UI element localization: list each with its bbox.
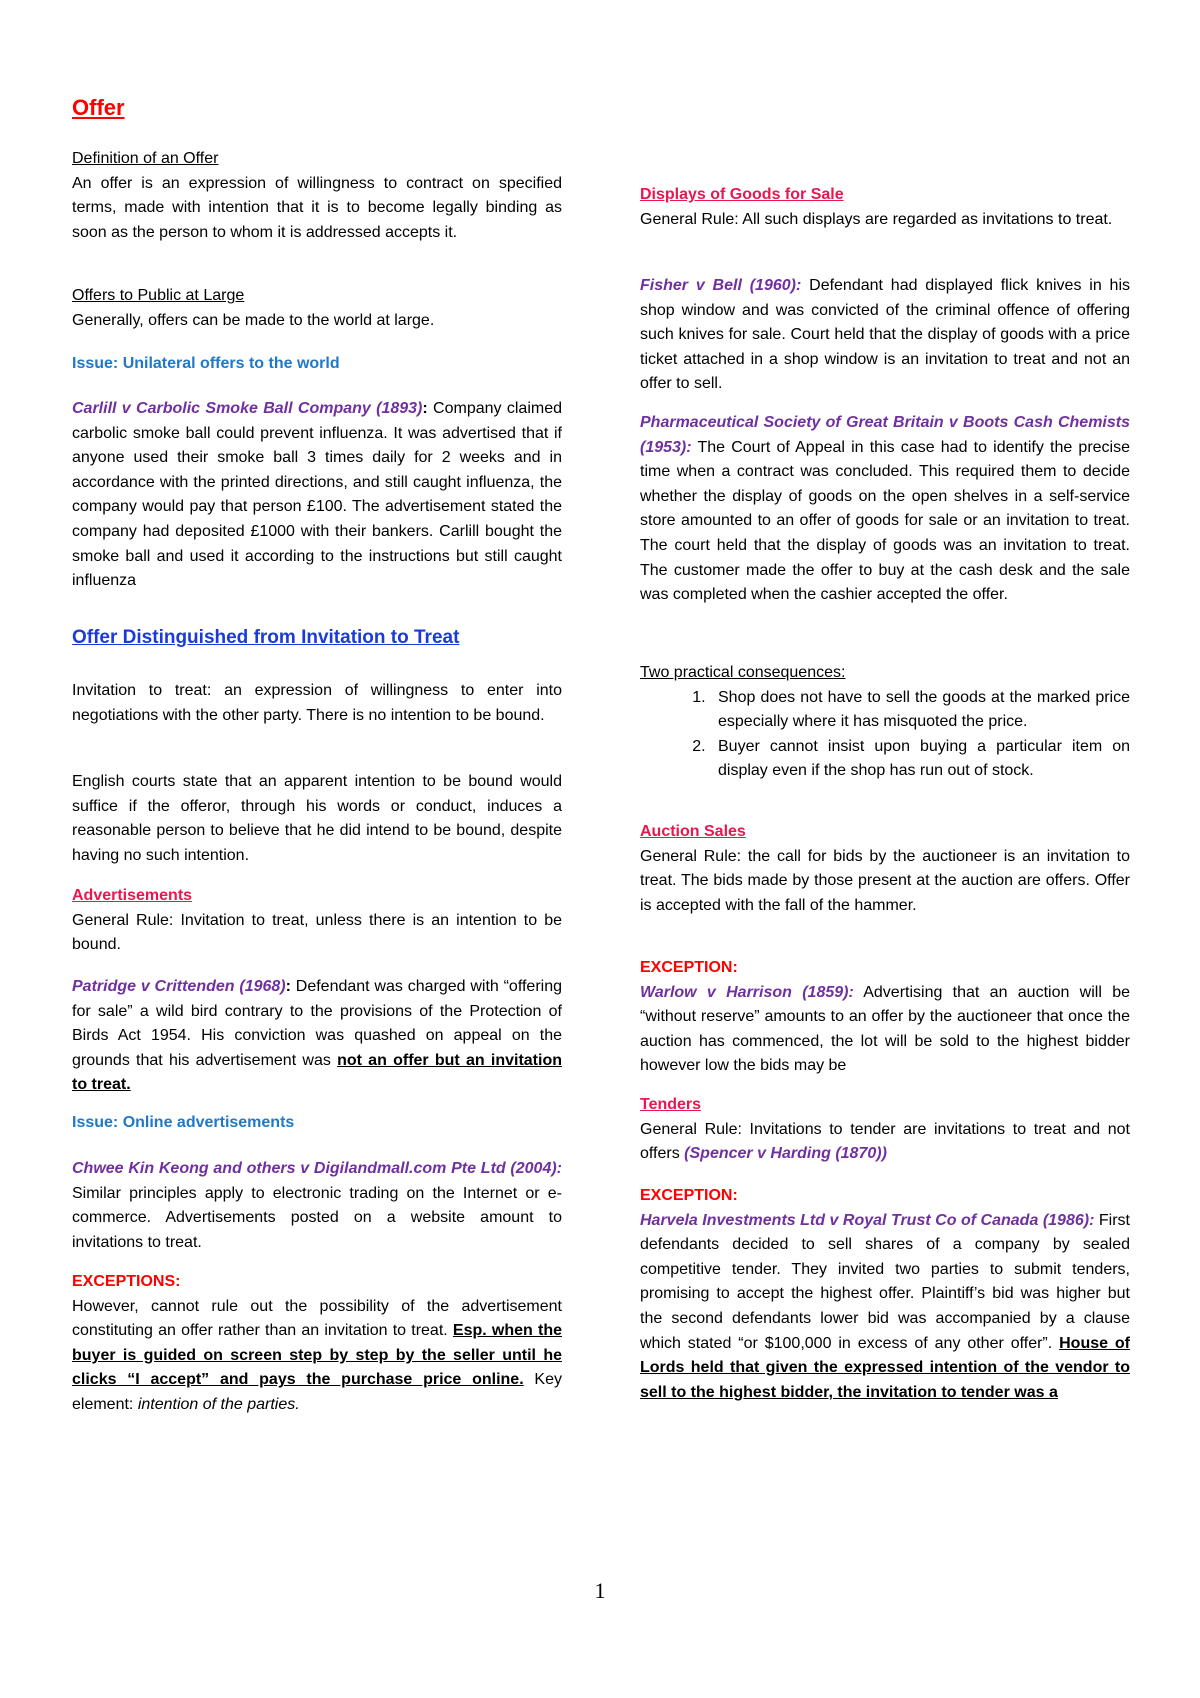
advertisements-heading: Advertisements [72,887,193,904]
section-heading: Offer Distinguished from Invitation to Treat [72,627,460,648]
page-title: Offer [72,95,125,120]
warlow-paragraph: Warlow v Harrison (1859): Advertising that an auction will be “without reserve” amounts to an offer by the auctioneer that once the auction has commenced, the lot will be sold to the highest bidder however low the bids may be [640,983,1130,1075]
case-name: Fisher v Bell (1960): [640,277,802,294]
fisher-paragraph: Fisher v Bell (1960): Defendant had displayed flick knives in his shop window and was convicted of the criminal offence of offering such knives for sale. Court held that the display of goods with a price ticket attached in a shop window is an invitation to treat and not an offer to sell. [640,277,1131,393]
harvela-paragraph: Harvela Investments Ltd v Royal Trust Co of Canada (1986): First defendants decided to sell shares of a company by sealed competitive tender. They invited two parties to submit tenders, promising to accept the highest offer. Plaintiff’s bid was higher but the second defendants lower bid was accompanied by a clause which stated “or $100,000 in excess of any other offer”. House of Lords held that given the expressed intention of the vendor to sell to the highest bidder, the invitation to tender was a [640,1211,1131,1401]
exceptions-label: EXCEPTIONS: [72,1273,181,1290]
exception-label: EXCEPTION: [640,959,738,976]
displays-heading: Displays of Goods for Sale [640,186,844,203]
case-name: Chwee Kin Keong and others v Digilandmall.com Pte Ltd (2004): [72,1160,562,1177]
case-name: Pharmaceutical Society of Great Britain v Boots Cash Chemists (1953): [640,414,1130,456]
public-heading: Offers to Public at Large [72,287,245,304]
page-number: 1 [594,1578,606,1603]
definition-heading: Definition of an Offer [72,150,219,167]
consequences-list [640,686,1130,784]
list-item: 1. Shop does not have to sell the goods at the marked price especially where it has misquoted the price. [710,686,1130,735]
consequences-heading: Two practical consequences: [640,664,846,681]
issue-online: Issue: Online advertisements [72,1114,295,1131]
carlill-paragraph: Carlill v Carbolic Smoke Ball Company (1893): Company claimed carbolic smoke ball could prevent influenza. It was advertised that if anyone used their smoke ball 3 times daily for 2 weeks and in accordance with the printed directions, and still caught influenza, the company would pay that person £100. The advertisement stated the company had deposited £1000 with their bankers. Carlill bought the smoke ball and used it according to the instructions but still caught influenza [72,400,562,590]
list-item: 2. Buyer cannot insist upon buying a particular item on display even if the shop has run out of stock. [710,735,1130,784]
tenders-rule: General Rule: Invitations to tender are invitations to treat and not offers (Spencer v Harding (1870)) [640,1120,1130,1163]
partridge-paragraph: Patridge v Crittenden (1968): Defendant was charged with “offering for sale” a wild bird contrary to the provisions of the Protection of Birds Act 1954. His conviction was quashed on appeal on the grounds that his advertisement was not an offer but an invitation to treat. [72,978,563,1094]
definition-text: An offer is an expression of willingness to contract on specified terms, made with intention that it is to become legally binding as soon as the person to whom it is addressed accepts it. [72,174,562,241]
advertisements-rule: General Rule: Invitation to treat, unless there is an intention to be bound. [72,911,562,954]
chwee-paragraph: Chwee Kin Keong and others v Digilandmall.com Pte Ltd (2004): Similar principles apply to electronic trading on the Internet or e-commerce. Advertisements posted on a website amount to invitations to treat. [72,1160,562,1251]
issue-unilateral: Issue: Unilateral offers to the world [72,355,340,372]
case-name: Warlow v Harrison (1859): [640,983,854,1001]
case-name: (Spencer v Harding (1870)) [684,1145,887,1163]
exceptions-text: However, cannot rule out the possibility of the advertisement constituting an offer rather than an invitation to treat. Esp. when the buyer is guided on screen step by step by the seller until he clicks “I accept” and pays the purchase price online. Key element: intention of the parties. [72,1297,562,1413]
english-courts-text: English courts state that an apparent intention to be bound would suffice if the offeror, through his words or conduct, induces a reasonable person to believe that he did intend to be bound, despite having no such intention. [72,773,562,864]
itt-definition: Invitation to treat: an expression of willingness to enter into negotiations with the other party. There is no intention to be bound. [72,682,562,724]
case-name: Carlill v Carbolic Smoke Ball Company (1893) [72,400,423,417]
exception-label: EXCEPTION: [640,1187,738,1204]
public-text: Generally, offers can be made to the world at large. [72,311,435,329]
auction-rule: General Rule: the call for bids by the auctioneer is an invitation to treat. The bids made by those present at the auction are offers. Offer is accepted with the fall of the hammer. [640,847,1130,914]
displays-rule: General Rule: All such displays are regarded as invitations to treat. [640,210,1113,228]
case-name: Patridge v Crittenden (1968) [72,978,286,995]
boots-paragraph: Pharmaceutical Society of Great Britain v Boots Cash Chemists (1953): The Court of Appeal in this case had to identify the precise time when a contract was concluded. This required them to decide whether the display of goods on the open shelves in a self-service store amounted to an offer of goods for sale or an invitation to treat. The court held that the display of goods was an invitation to treat. The customer made the offer to buy at the cash desk and the sale was completed when the cashier accepted the offer. [640,414,1130,604]
tenders-heading: Tenders [640,1096,702,1113]
case-name: Harvela Investments Ltd v Royal Trust Co of Canada (1986): [640,1211,1095,1229]
auction-heading: Auction Sales [640,823,746,840]
